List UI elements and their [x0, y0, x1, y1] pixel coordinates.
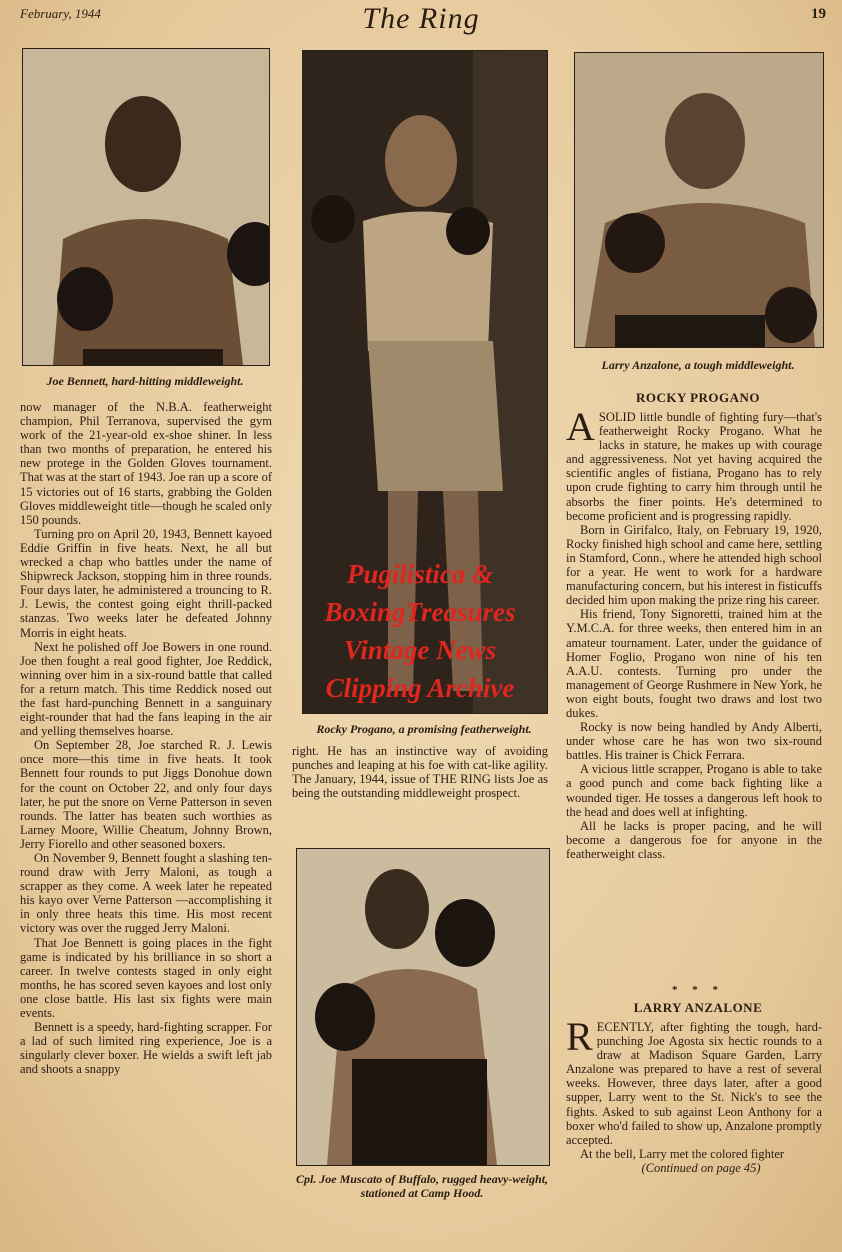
- paragraph: Next he polished off Joe Bowers in one round. Joe then fought a real good fighter, Joe Reddick, winning over him in a six-round battle that called for a return match. This time Reddick nosed out the fast hard-punching Bennett in a sanguinary eight-rounder that had the fans leaping in the air and yelling themselves hoarse.: [20, 639, 272, 739]
- column-bennett-story: [20, 400, 272, 1077]
- caption-joe-muscato: Cpl. Joe Muscato of Buffalo, rugged heavy-weight, stationed at Camp Hood.: [295, 1172, 549, 1200]
- column-anzalone-story: [566, 1014, 822, 1175]
- paragraph: right. He has an instinctive way of avoiding punches and leaping at his foe with cat-like agility. The January, 1944, issue of THE RING lists Joe as being the outstanding middleweight prospect.: [292, 744, 548, 801]
- paragraph: At the bell, Larry met the colored fighter: [580, 1146, 785, 1161]
- paragraph: His friend, Tony Signoretti, trained him at the Y.M.C.A. for three weeks, then entered him in an amateur tournament. Later, under the guidance of Homer Foglio, Progano won nine of his ten A.A.U. contests. Turning pro under the management of George Rushmere in New York, he won eight bouts, fought two draws and lost two dukes.: [566, 607, 822, 720]
- paragraph: ASOLID little bundle of fighting fury—that's featherweight Rocky Progano. What he lacks in stature, he makes up with courage and aggressiveness. Not yet having acquired the scientific angles of fistiana, Progano has to rely upon crude fighting to carry him through until he absorbs the finer points. He's determined to become proficient and is progressing rapidly.: [566, 404, 822, 523]
- paragraph: RECENTLY, after fighting the tough, hard-punching Joe Agosta six hectic rounds to a draw at Madison Square Garden, Larry Anzalone was prepared to have a rest of several weeks. However, three days later, after a good supper, Larry went to the St. Nick's to see the fights. Asked to sub against Leon Anthony for a boxer who'd failed to show up, Anzalone promptly accepted.: [566, 1014, 822, 1147]
- paragraph: On September 28, Joe starched R. J. Lewis once more—this time in five heats. It took Bennett four rounds to put Jiggs Donohue down for the count on October 22, and only four days later, he put the snore on Verne Patterson in seven rounds. The latter has beaten such worthies as Larney Moore, Willie Cheatum, Johnny Brown, Jerry Fiorello and other seasoned boxers.: [20, 738, 272, 851]
- photo-joe-muscato: [296, 848, 550, 1166]
- photo-larry-anzalone: [574, 52, 824, 348]
- paragraph: Rocky is now being handled by Andy Alberti, under whose care he has won two six-round battles. His trainer is Chick Ferrara.: [566, 720, 822, 763]
- paragraph: Born in Girifalco, Italy, on February 19, 1920, Rocky finished high school and came here, settling in Stamford, Conn., where he attended high school for a year. He went to work for a hardware manufacturing concern, but his interest in fisticuffs decided him upon making the prize ring his career.: [566, 522, 822, 608]
- paragraph: Turning pro on April 20, 1943, Bennett kayoed Eddie Griffin in five heats. Next, he all but wrecked a chap who battles under the name of Shipwreck Jackson, stopping him in three rounds. Four days later, he administered a trouncing to R. J. Lewis, the contest going eight thrill-packed stanzas. Two weeks later he defeated Johnny Morris in eight heats.: [20, 526, 272, 640]
- paragraph: A vicious little scrapper, Progano is able to take a good punch and come back fighting like a wounded tiger. He tosses a dangerous left hook to the head and does well at infighting.: [566, 762, 822, 819]
- paragraph: On November 9, Bennett fought a slashing ten-round draw with Jerry Maloni, as tough a scrapper as they come. A week later he repeated his kayo over Verne Patterson —accomplishing it in only three heats this time. His most recent victory was over the rugged Jerry Maloni.: [20, 851, 272, 936]
- archive-watermark: Pugilistica & BoxingTreasures Vintage News Clipping Archive: [324, 559, 516, 703]
- continued-note: (Continued on page 45): [641, 1160, 761, 1175]
- section-divider: * * *: [672, 984, 724, 996]
- page-number: 19: [811, 6, 826, 22]
- paragraph: All he lacks is proper pacing, and he will become a dangerous foe for anyone in the featherweight class.: [566, 818, 822, 861]
- issue-date: February, 1944: [20, 6, 101, 21]
- heading-larry-anzalone: LARRY ANZALONE: [633, 1000, 763, 1015]
- drop-cap: R: [566, 1014, 593, 1059]
- magazine-title: The Ring: [362, 2, 480, 35]
- drop-cap: A: [566, 404, 595, 449]
- caption-larry-anzalone: Larry Anzalone, a tough middleweight.: [601, 358, 795, 372]
- photo-joe-bennett: [22, 48, 270, 366]
- caption-joe-bennett: Joe Bennett, hard-hitting middleweight.: [46, 374, 244, 388]
- paragraph: now manager of the N.B.A. featherweight champion, Phil Terranova, supervised the gym work of the 21-year-old ex-shoe shiner. In less than two months of preparation, he entered his new protege in the Golden Gloves tournament. That was at the start of 1943. Joe ran up a score of 15 victories out of 16 starts, grabbing the Golden Gloves middleweight title—though he scaled only 150 pounds.: [20, 400, 272, 527]
- paragraph: Bennett is a speedy, hard-fighting scrapper. For a lad of such limited ring experience, Joe is a singularly clever boxer. He wields a swift left jab and shoots a snappy: [20, 1020, 272, 1077]
- paragraph: That Joe Bennett is going places in the fight game is indicated by his brilliance in so short a career. In twelve contests staged in only eight months, he has scored seven kayoes and lost only one close battle. His last six fights were main events.: [20, 935, 272, 1021]
- heading-rocky-progano: ROCKY PROGANO: [635, 390, 761, 405]
- column-progano-story: [566, 404, 822, 861]
- caption-rocky-progano: Rocky Progano, a promising featherweight.: [316, 722, 532, 736]
- column-bennett-continued: [292, 744, 548, 800]
